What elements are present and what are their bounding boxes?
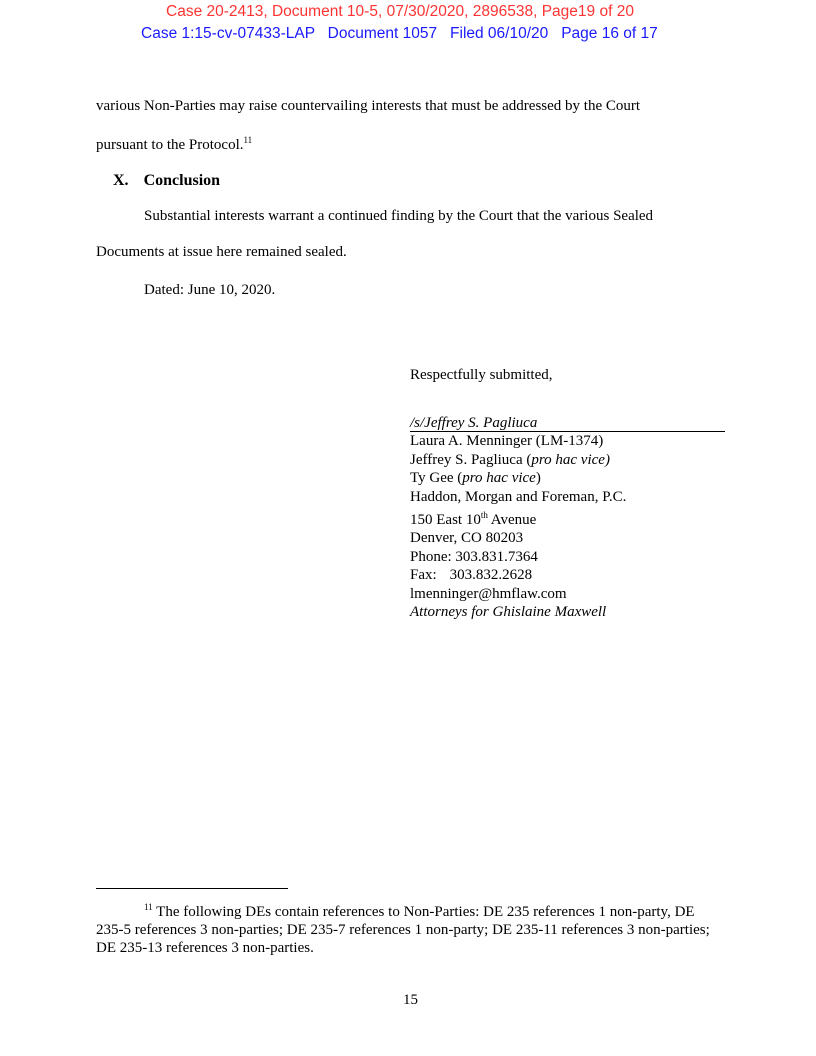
appeal-court-header: Case 20-2413, Document 10-5, 07/30/2020, 2896538, Page19 of 20 bbox=[166, 3, 634, 20]
sig-line: Haddon, Morgan and Foreman, P.C. bbox=[410, 488, 627, 505]
dated-line: Dated: June 10, 2020. bbox=[144, 282, 276, 298]
sig-line: Denver, CO 80203 bbox=[410, 530, 524, 547]
email: lmenninger@hmflaw.com bbox=[410, 585, 567, 602]
page-number: 15 bbox=[403, 992, 418, 1008]
body-line: Substantial interests warrant a continued finding by the Court that the various Sealed bbox=[144, 208, 654, 224]
heading-title: Conclusion bbox=[143, 172, 221, 189]
section-heading bbox=[113, 172, 220, 190]
footnote bbox=[96, 898, 721, 957]
sig-line: Ty Gee (pro hac vice) bbox=[410, 470, 541, 487]
footnote-text: The following DEs contain references to Non-Parties: DE 235 references 1 non-party, DE 235-5 references 3 non-parties; DE 235-7 references 1 non-party; DE 235-11 references 3 non-parties; DE 235-13 references 3 non-parties. bbox=[96, 904, 710, 956]
district-court-header: Case 1:15-cv-07433-LAP Document 1057 Filed 06/10/20 Page 16 of 17 bbox=[141, 25, 658, 42]
closing: Respectfully submitted, bbox=[410, 367, 553, 383]
body-line bbox=[96, 135, 252, 154]
sig-line: Jeffrey S. Pagliuca (pro hac vice) bbox=[410, 451, 610, 468]
body-line: Documents at issue here remained sealed. bbox=[96, 244, 347, 260]
sig-line: 150 East 10th Avenue bbox=[410, 510, 537, 529]
footnote-divider bbox=[96, 888, 288, 889]
sig-line: Fax: 303.832.2628 bbox=[410, 567, 533, 584]
sig-line: Attorneys for Ghislaine Maxwell bbox=[410, 604, 607, 621]
footnote-number: 11 bbox=[144, 902, 153, 912]
sig-line: Phone: 303.831.7364 bbox=[410, 548, 538, 565]
footnote-ref: 11 bbox=[243, 135, 253, 145]
sig-line: Laura A. Menninger (LM-1374) bbox=[410, 433, 604, 450]
e-signature: /s/Jeffrey S. Pagliuca bbox=[410, 415, 538, 431]
signature-block bbox=[410, 415, 627, 621]
body-line: various Non-Parties may raise countervailing interests that must be addressed by the Court bbox=[96, 98, 641, 114]
body-text: pursuant to the Protocol. bbox=[96, 137, 244, 153]
heading-number: X. bbox=[113, 172, 129, 189]
